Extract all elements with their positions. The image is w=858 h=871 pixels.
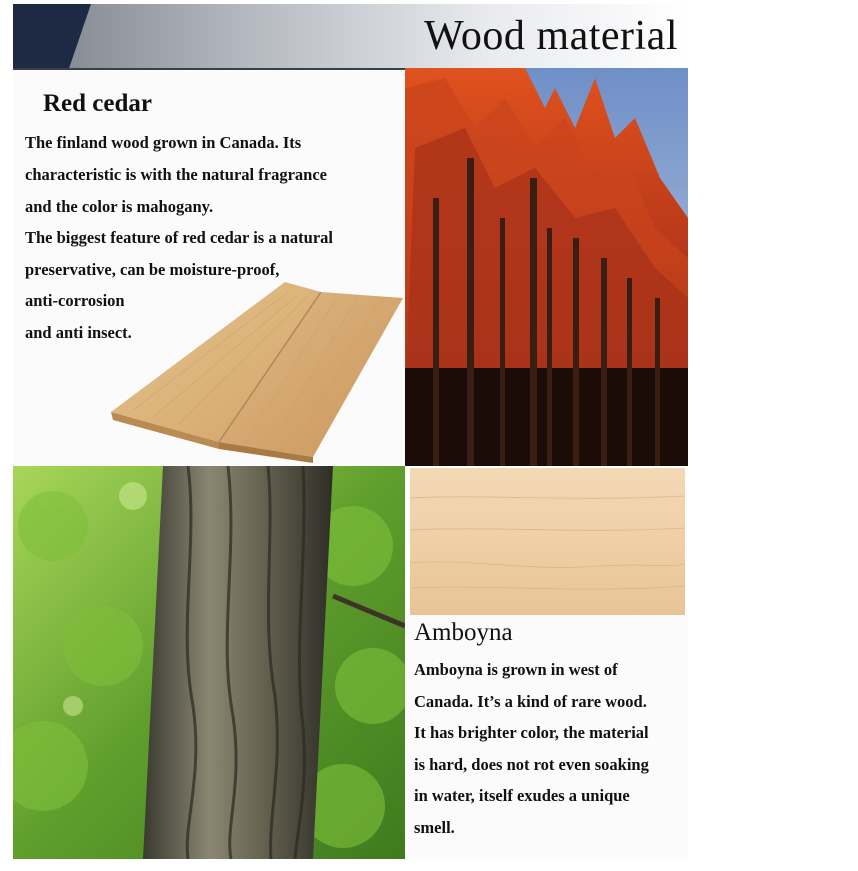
banner-accent [13, 4, 91, 68]
amboyna-text-line: smell. [414, 818, 455, 837]
amboyna-text-line: Amboyna is grown in west of [414, 660, 618, 679]
red-cedar-text-line: and the color is mahogany. [25, 197, 214, 216]
amboyna-text-line: Canada. It’s a kind of rare wood. [414, 692, 647, 711]
red-cedar-section [13, 70, 405, 465]
red-cedar-text-line: anti-corrosion [25, 291, 125, 310]
amboyna-section [405, 615, 688, 859]
amboyna-text-line: is hard, does not rot even soaking [414, 755, 649, 774]
red-cedar-title: Red cedar [43, 90, 152, 117]
amboyna-title: Amboyna [414, 619, 513, 646]
amboyna-wood-swatch [410, 468, 685, 615]
cedar-plank-image [13, 70, 405, 465]
page-title: Wood material [424, 13, 678, 59]
amboyna-text-line: It has brighter color, the material [414, 723, 649, 742]
red-cedar-text-line: and anti insect. [25, 323, 132, 342]
red-cedar-text-line: preservative, can be moisture-proof, [25, 260, 280, 279]
red-cedar-text-line: The finland wood grown in Canada. Its [25, 133, 302, 152]
red-cedar-text-line: characteristic is with the natural fragrance [25, 165, 327, 184]
amboyna-text-line: in water, itself exudes a unique [414, 786, 630, 805]
tree-bark-photo [13, 466, 405, 859]
header-banner [13, 4, 688, 71]
red-cedar-text-line: The biggest feature of red cedar is a natural [25, 228, 333, 247]
red-cedar-trees-photo [405, 68, 688, 466]
